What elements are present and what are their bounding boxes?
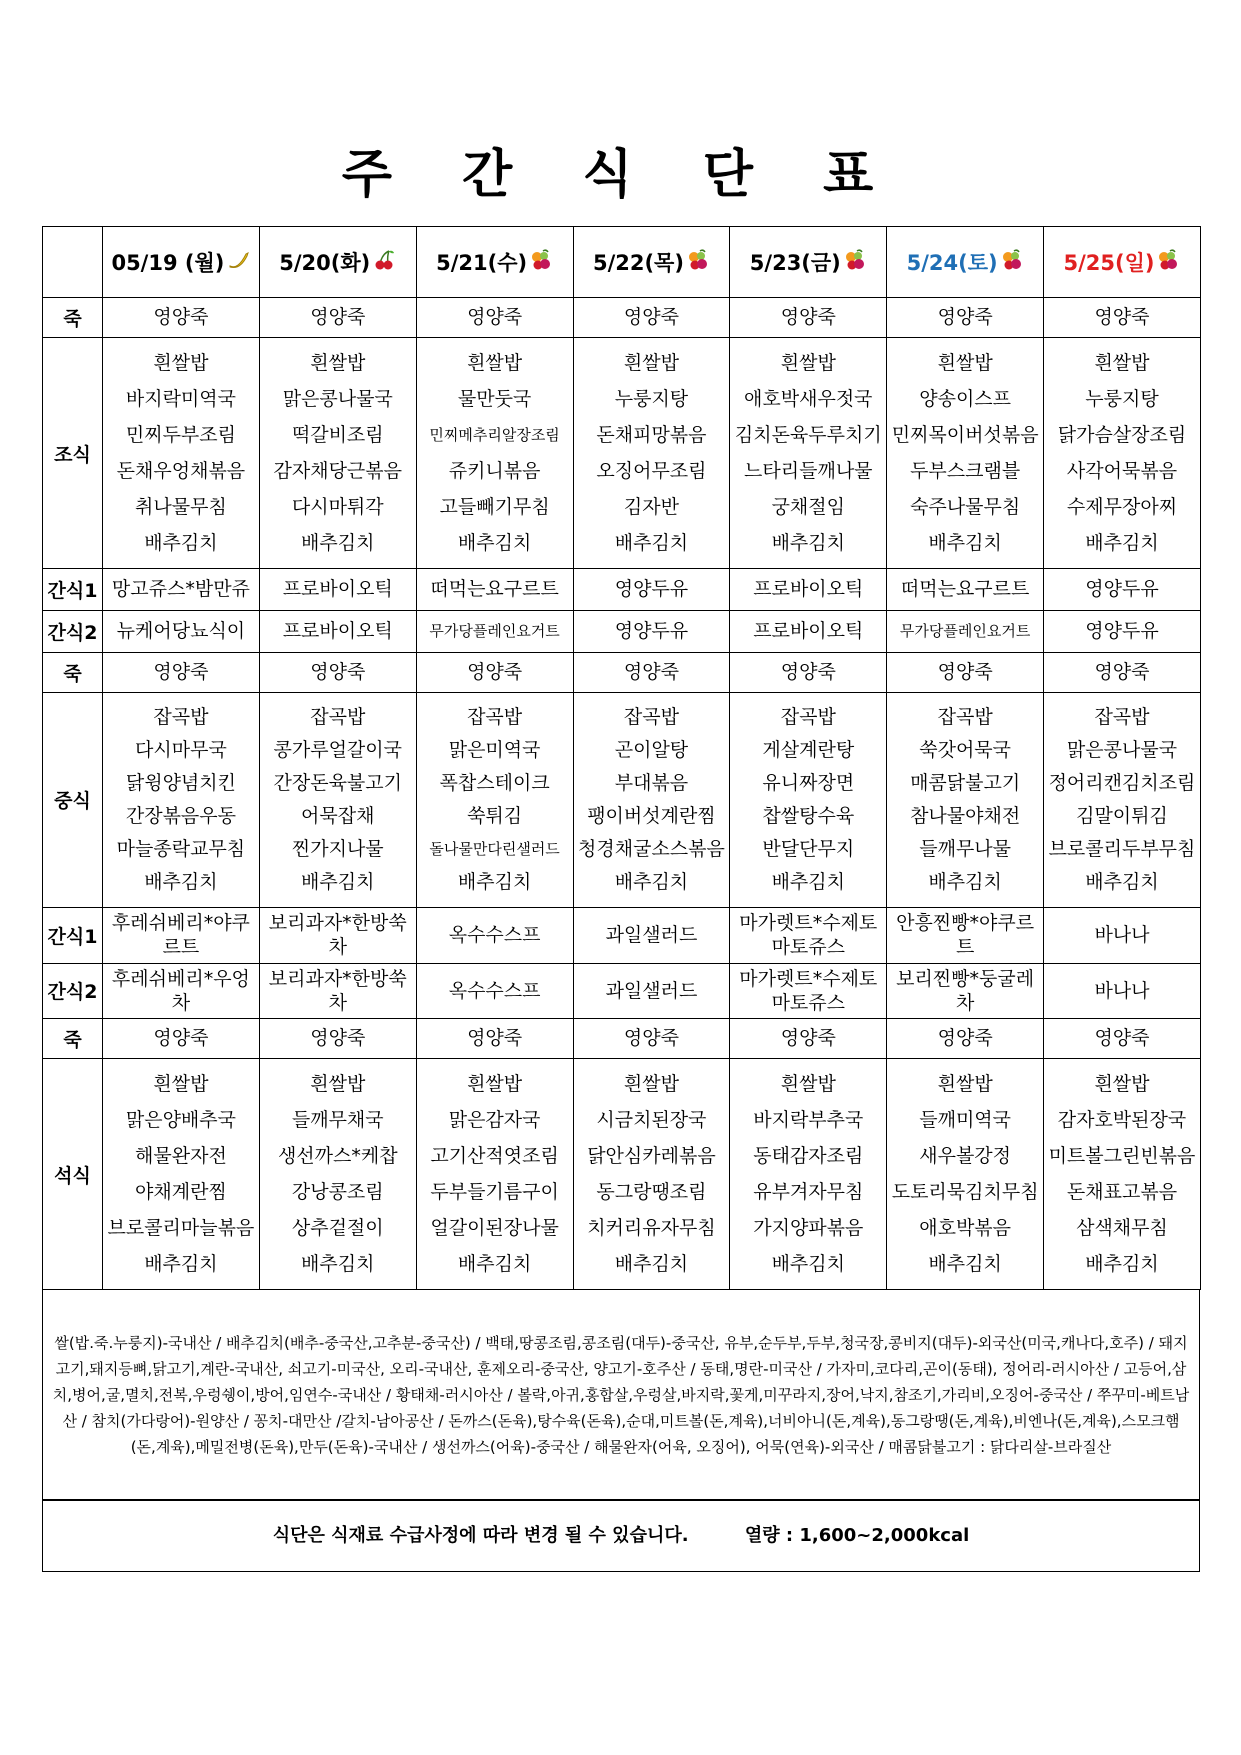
dish-item: 흰쌀밥 [310, 1073, 366, 1096]
menu-cell [887, 611, 1044, 653]
menu-cell [103, 653, 260, 693]
dish-item: 배추김치 [457, 1253, 532, 1276]
menu-cell [103, 692, 260, 907]
dish-item: 영양죽 [1094, 1027, 1150, 1050]
dish-item: 흰쌀밥 [153, 352, 209, 375]
dish-item: 영양죽 [937, 1027, 993, 1050]
weekly-menu-table [42, 226, 1201, 1290]
dish-item: 느타리들깨나물 [744, 460, 873, 483]
dish-item: 바지락미역국 [125, 388, 236, 411]
dish-item: 유니짜장면 [762, 771, 855, 794]
day-header [103, 227, 260, 298]
dish-item: 잡곡밥 [153, 705, 209, 728]
dish-item: 프로바이오틱 [753, 578, 864, 601]
dish-item: 감자채당근볶음 [273, 460, 402, 483]
dish-item: 마늘종락교무침 [116, 837, 246, 860]
dish-item: 프로바이오틱 [282, 578, 393, 601]
dish-item: 곤이알탕 [614, 738, 689, 761]
dish-item: 들깨무채국 [291, 1109, 384, 1132]
dish-item: 망고쥬스*밤만쥬 [111, 578, 250, 601]
dish-item: 맑은콩나물국 [282, 388, 393, 411]
fruit-basket-icon [686, 248, 710, 272]
dish-item: 돈채표고볶음 [1066, 1181, 1178, 1204]
menu-cell [887, 692, 1044, 907]
dish-item: 맑은양배추국 [125, 1109, 236, 1132]
dish-item: 배추김치 [771, 870, 845, 893]
dish-item: 흰쌀밥 [780, 1073, 836, 1096]
menu-cell [416, 907, 573, 963]
dish-item: 삼색채무침 [1076, 1217, 1168, 1240]
dish-item: 영양죽 [467, 1027, 523, 1050]
menu-cell [730, 963, 887, 1019]
row-lunch [43, 692, 1201, 907]
dish-item: 흰쌀밥 [780, 352, 836, 375]
dish-item: 닭윙양념치킨 [125, 771, 236, 794]
dish-item: 보리과자*한방쑥차 [268, 912, 407, 959]
dish-item: 애호박새우젓국 [744, 388, 873, 411]
menu-cell [573, 963, 730, 1019]
calorie-info: 열량 : 1,600~2,000kcal [744, 1525, 970, 1546]
dish-item: 영양죽 [467, 660, 523, 683]
row-dinner [43, 1059, 1201, 1290]
dish-item: 영양죽 [310, 660, 366, 683]
menu-cell [1044, 298, 1201, 338]
dish-item: 야채계란찜 [135, 1181, 227, 1204]
dish-item: 영양죽 [153, 1027, 209, 1050]
dish-item: 맑은콩나물국 [1066, 738, 1178, 761]
dish-item: 강낭콩조림 [291, 1181, 384, 1204]
row-snack2-pm [43, 963, 1201, 1019]
menu-cell [259, 1059, 416, 1290]
row-label: 조식 [43, 338, 103, 569]
dish-item: 영양죽 [153, 306, 209, 329]
dish-item: 배추김치 [1085, 870, 1159, 893]
dish-item: 동그랑땡조림 [596, 1181, 707, 1204]
dish-item: 해물완자전 [135, 1145, 227, 1168]
dish-item: 들깨미역국 [919, 1109, 1012, 1132]
dish-item: 찹쌀탕수육 [762, 804, 855, 827]
dish-item: 궁채절임 [771, 496, 845, 519]
dish-item: 고들빼기무침 [439, 496, 550, 519]
menu-cell [259, 338, 416, 569]
menu-cell [259, 907, 416, 963]
dish-item: 옥수수스프 [448, 924, 541, 947]
dish-item: 흰쌀밥 [467, 1073, 523, 1096]
dish-item: 영양두유 [614, 578, 689, 601]
day-label: 5/22(목) [592, 251, 684, 276]
dish-item: 영양죽 [780, 1027, 836, 1050]
dish-item: 미트볼그린빈볶음 [1048, 1145, 1196, 1168]
dish-item: 시금치된장국 [596, 1109, 707, 1132]
menu-cell [259, 653, 416, 693]
fruit-basket-icon [1000, 248, 1024, 272]
dish-item: 치커리유자무침 [587, 1217, 716, 1240]
dish-item: 유부겨자무침 [753, 1181, 864, 1204]
menu-cell [103, 963, 260, 1019]
menu-cell [259, 963, 416, 1019]
dish-item: 매콤닭불고기 [910, 771, 1021, 794]
dish-item: 폭찹스테이크 [439, 771, 550, 794]
day-header [416, 227, 573, 298]
menu-cell [573, 298, 730, 338]
row-snack2-am [43, 611, 1201, 653]
banana-icon [226, 248, 250, 272]
menu-cell [573, 692, 730, 907]
menu-cell [1044, 1019, 1201, 1059]
dish-item: 배추김치 [1085, 532, 1159, 555]
dish-item: 도토리묵김치무침 [891, 1181, 1039, 1204]
menu-cell [1044, 907, 1201, 963]
dish-item: 들깨무나물 [919, 837, 1012, 860]
row-label: 간식2 [43, 611, 103, 653]
fruit-basket-icon [1156, 248, 1180, 272]
menu-cell [573, 338, 730, 569]
dish-item: 누룽지탕 [1085, 388, 1159, 411]
dish-item: 영양두유 [614, 620, 689, 643]
dish-item: 바나나 [1094, 979, 1150, 1002]
menu-cell [103, 298, 260, 338]
dish-item: 잡곡밥 [937, 705, 993, 728]
menu-cell [103, 1019, 260, 1059]
dish-item: 배추김치 [771, 1253, 845, 1276]
menu-cell [1044, 338, 1201, 569]
dish-item: 브로콜리두부무침 [1048, 837, 1196, 860]
day-label: 5/24(토) [906, 251, 998, 276]
dish-item: 영양두유 [1085, 578, 1159, 601]
day-label: 5/25(일) [1063, 251, 1155, 276]
row-snack1-am [43, 569, 1201, 611]
dish-item: 쑥튀김 [467, 804, 523, 827]
menu-cell [416, 338, 573, 569]
dish-item: 후레쉬베리*우엉차 [111, 967, 250, 1014]
dish-item: 배추김치 [457, 532, 532, 555]
menu-cell [573, 569, 730, 611]
dish-item: 영양죽 [310, 1027, 366, 1050]
menu-cell [259, 298, 416, 338]
dish-item: 흰쌀밥 [153, 1073, 209, 1096]
change-notice: 식단은 식재료 수급사정에 따라 변경 될 수 있습니다. [272, 1525, 689, 1546]
dish-item: 배추김치 [928, 532, 1002, 555]
menu-cell [416, 653, 573, 693]
dish-item: 과일샐러드 [605, 979, 698, 1002]
dish-item: 옥수수스프 [448, 979, 541, 1002]
day-label: 5/20(화) [279, 251, 371, 276]
cherry-icon [372, 248, 396, 272]
dish-item: 팽이버섯계란찜 [587, 804, 716, 827]
dish-item: 배추김치 [771, 532, 845, 555]
menu-cell [1044, 611, 1201, 653]
dish-item: 간장돈육불고기 [273, 771, 402, 794]
menu-cell [887, 569, 1044, 611]
day-label: 5/21(수) [436, 251, 528, 276]
dish-item: 영양죽 [153, 660, 209, 683]
dish-item: 가지양파볶음 [753, 1217, 864, 1240]
menu-cell [887, 963, 1044, 1019]
dish-item: 다시마무국 [135, 738, 227, 761]
dish-item: 배추김치 [614, 532, 689, 555]
menu-cell [573, 611, 730, 653]
dish-item: 떠먹는요구르트 [430, 578, 559, 601]
menu-cell [416, 569, 573, 611]
row-label: 간식1 [43, 907, 103, 963]
row-label: 죽 [43, 1019, 103, 1059]
dish-item: 닭안심카레볶음 [587, 1145, 716, 1168]
dish-item: 반달단무지 [762, 837, 855, 860]
dish-item: 마가렛트*수제토마토쥬스 [739, 967, 878, 1014]
dish-item: 영양죽 [780, 306, 836, 329]
dish-item: 배추김치 [614, 870, 689, 893]
dish-item: 배추김치 [301, 532, 375, 555]
menu-cell [730, 1059, 887, 1290]
dish-item: 양송이스프 [919, 388, 1012, 411]
dish-item: 흰쌀밥 [467, 352, 523, 375]
dish-item: 흰쌀밥 [623, 352, 679, 375]
page-title: 주 간 식 단 표 [341, 145, 900, 205]
dish-item: 정어리캔김치조림 [1048, 771, 1196, 794]
dish-item: 김자반 [623, 496, 679, 519]
day-header [887, 227, 1044, 298]
dish-item: 흰쌀밥 [1094, 352, 1150, 375]
menu-cell [103, 1059, 260, 1290]
menu-cell [259, 1019, 416, 1059]
dish-item: 영양죽 [937, 660, 993, 683]
dish-item: 고기산적엿조림 [430, 1145, 559, 1168]
dish-item: 배추김치 [301, 870, 375, 893]
dish-item: 잡곡밥 [467, 705, 523, 728]
row-porridge-morning [43, 298, 1201, 338]
dish-item: 두부스크램블 [910, 460, 1021, 483]
menu-cell [1044, 1059, 1201, 1290]
row-label: 죽 [43, 653, 103, 693]
dish-item: 누룽지탕 [614, 388, 689, 411]
fruit-basket-icon [529, 248, 553, 272]
dish-item: 영양죽 [467, 306, 523, 329]
menu-cell [416, 692, 573, 907]
dish-item: 수제무장아찌 [1066, 496, 1178, 519]
menu-cell [573, 1019, 730, 1059]
dish-item: 쥬키니볶음 [448, 460, 541, 483]
row-label: 석식 [43, 1059, 103, 1290]
day-header [573, 227, 730, 298]
menu-cell [730, 611, 887, 653]
day-header [1044, 227, 1201, 298]
dish-item: 오징어무조림 [596, 460, 707, 483]
dish-item: 콩가루얼갈이국 [273, 738, 402, 761]
menu-cell [259, 611, 416, 653]
menu-cell [416, 298, 573, 338]
dish-item: 김치돈육두루치기 [734, 424, 882, 447]
dish-item: 청경채굴소스볶음 [578, 837, 725, 860]
dish-item: 안흥찐빵*야쿠르트 [896, 912, 1035, 959]
menu-cell [887, 298, 1044, 338]
menu-cell [103, 611, 260, 653]
dish-item: 흰쌀밥 [937, 1073, 993, 1096]
dish-item: 동태감자조림 [753, 1145, 864, 1168]
dish-item: 민찌두부조림 [125, 424, 236, 447]
dish-item: 과일샐러드 [605, 924, 698, 947]
dish-item: 잡곡밥 [780, 705, 836, 728]
row-label: 중식 [43, 692, 103, 907]
dish-item: 닭가슴살장조림 [1057, 424, 1187, 447]
menu-cell [573, 653, 730, 693]
menu-cell [416, 611, 573, 653]
day-label: 5/23(금) [749, 251, 841, 276]
dish-item: 부대볶음 [614, 771, 689, 794]
dish-item: 떡갈비조림 [291, 424, 384, 447]
row-porridge-evening [43, 1019, 1201, 1059]
dish-item: 무가당플레인요거트 [429, 622, 560, 641]
row-porridge-noon [43, 653, 1201, 693]
dish-item: 보리과자*한방쑥차 [268, 967, 407, 1014]
dish-item: 취나물무침 [135, 496, 227, 519]
dish-item: 잡곡밥 [310, 705, 366, 728]
dish-item: 영양죽 [310, 306, 366, 329]
menu-cell [259, 569, 416, 611]
footer [42, 1500, 1200, 1572]
menu-cell [103, 338, 260, 569]
menu-cell [730, 907, 887, 963]
dish-item: 후레쉬베리*야쿠르트 [111, 912, 250, 959]
menu-cell [416, 963, 573, 1019]
menu-cell [887, 653, 1044, 693]
dish-item: 다시마튀각 [291, 496, 384, 519]
dish-item: 돌나물만다린샐러드 [429, 839, 560, 858]
dish-item: 사각어묵볶음 [1066, 460, 1178, 483]
dish-item: 무가당플레인요거트 [899, 622, 1031, 641]
dish-item: 김말이튀김 [1076, 804, 1168, 827]
menu-cell [730, 692, 887, 907]
dish-item: 민찌목이버섯볶음 [891, 424, 1039, 447]
dish-item: 바지락부추국 [753, 1109, 864, 1132]
dish-item: 바나나 [1094, 924, 1150, 947]
dish-item: 맑은미역국 [448, 738, 541, 761]
day-header [259, 227, 416, 298]
dish-item: 참나물야채전 [910, 804, 1021, 827]
row-breakfast [43, 338, 1201, 569]
menu-cell [730, 298, 887, 338]
dish-item: 찐가지나물 [291, 837, 384, 860]
dish-item: 간장볶음우동 [125, 804, 236, 827]
menu-cell [1044, 653, 1201, 693]
menu-cell [573, 907, 730, 963]
menu-cell [416, 1019, 573, 1059]
dish-item: 잡곡밥 [623, 705, 679, 728]
dish-item: 프로바이오틱 [282, 620, 393, 643]
dish-item: 상추겉절이 [291, 1217, 384, 1240]
dish-item: 새우볼강정 [919, 1145, 1012, 1168]
row-snack1-pm [43, 907, 1201, 963]
dish-item: 보리찐빵*둥굴레차 [896, 967, 1035, 1014]
menu-cell [730, 653, 887, 693]
menu-cell [1044, 569, 1201, 611]
dish-item: 흰쌀밥 [1094, 1073, 1150, 1096]
dish-item: 배추김치 [928, 1253, 1002, 1276]
dish-item: 민찌메추리알장조림 [429, 426, 560, 445]
dish-item: 흰쌀밥 [310, 352, 366, 375]
dish-item: 영양죽 [623, 660, 679, 683]
row-label: 간식1 [43, 569, 103, 611]
dish-item: 영양두유 [1085, 620, 1159, 643]
dish-item: 떠먹는요구르트 [900, 578, 1030, 601]
menu-cell [1044, 963, 1201, 1019]
row-label: 죽 [43, 298, 103, 338]
menu-cell [103, 569, 260, 611]
header-row [43, 227, 1201, 298]
menu-cell [887, 907, 1044, 963]
dish-item: 뉴케어당뇨식이 [116, 620, 246, 643]
dish-item: 배추김치 [144, 870, 218, 893]
dish-item: 흰쌀밥 [937, 352, 993, 375]
dish-item: 프로바이오틱 [753, 620, 864, 643]
dish-item: 영양죽 [937, 306, 993, 329]
menu-cell [887, 1019, 1044, 1059]
dish-item: 배추김치 [457, 870, 532, 893]
dish-item: 배추김치 [144, 1253, 218, 1276]
dish-item: 영양죽 [780, 660, 836, 683]
dish-item: 배추김치 [301, 1253, 375, 1276]
dish-item: 애호박볶음 [919, 1217, 1012, 1240]
dish-item: 브로콜리마늘볶음 [107, 1217, 255, 1240]
menu-cell [887, 338, 1044, 569]
dish-item: 돈채피망볶음 [596, 424, 707, 447]
menu-cell [730, 338, 887, 569]
dish-item: 두부들기름구이 [430, 1181, 559, 1204]
dish-item: 돈채우엉채볶음 [116, 460, 246, 483]
menu-cell [1044, 692, 1201, 907]
menu-cell [573, 1059, 730, 1290]
menu-cell [730, 1019, 887, 1059]
dish-item: 생선까스*케찹 [277, 1145, 398, 1168]
corner-cell [43, 227, 103, 298]
dish-item: 게살계란탕 [762, 738, 855, 761]
origin-note: 쌀(밥.죽.누룽지)-국내산 / 배추김치(배추-중국산,고추분-중국산) / 백태,땅콩조림,콩조림(대두)-중국산, 유부,순두부,두부,청국장,콩비지(대두)-외국산(미국,캐나다,호주) / 돼지고기,돼지등뼈,닭고기,계란-국내산, 쇠고기-미국산, 오리-국내산, 훈제오리-중국산, 양고기-호주산 / 동태,명란-미국산 / 가자미,코다리,곤이(동태), 정어리-러시아산 / 고등어,삼치,병어,굴,멸치,전복,우렁쉥이,방어,임연수-국내산 / 황태채-러시아산 / 볼락,아귀,홍합살,우렁살,바지락,꽃게,미꾸라지,장어,낙지,참조기,가리비,오징어-중국산 / 쭈꾸미-베트남산 / 참치(가다랑어)-원양산 / 꽁치-대만산 /갈치-남아공산 / 돈까스(돈육),탕수육(돈육),순대,미트볼(돈,계육),너비아니(돈,계육),동그랑땡(돈,계육),비엔나(돈,계육),스모크햄(돈,계육),메밀전병(돈육),만두(돈육)-국내산 / 생선까스(어육)-중국산 / 해물완자(어육, 오징어), 어묵(연육)-외국산 / 매콤닭불고기 : 닭다리살-브라질산 [52, 1334, 1190, 1456]
dish-item: 얼갈이된장나물 [430, 1217, 559, 1240]
fruit-basket-icon [843, 248, 867, 272]
menu-cell [259, 692, 416, 907]
menu-cell [730, 569, 887, 611]
dish-item: 영양죽 [623, 1027, 679, 1050]
origin-note-box [42, 1290, 1200, 1500]
dish-item: 영양죽 [1094, 306, 1150, 329]
menu-cell [887, 1059, 1044, 1290]
row-label: 간식2 [43, 963, 103, 1019]
menu-cell [103, 907, 260, 963]
dish-item: 맑은감자국 [448, 1109, 541, 1132]
dish-item: 배추김치 [614, 1253, 689, 1276]
dish-item: 어묵잡채 [301, 804, 375, 827]
day-label: 05/19 (월) [111, 251, 225, 276]
dish-item: 배추김치 [928, 870, 1002, 893]
day-header [730, 227, 887, 298]
dish-item: 마가렛트*수제토마토쥬스 [739, 912, 878, 959]
dish-item: 흰쌀밥 [623, 1073, 679, 1096]
dish-item: 쑥갓어묵국 [919, 738, 1012, 761]
menu-cell [416, 1059, 573, 1290]
dish-item: 물만둣국 [457, 388, 532, 411]
dish-item: 잡곡밥 [1094, 705, 1150, 728]
dish-item: 영양죽 [623, 306, 679, 329]
dish-item: 배추김치 [144, 532, 218, 555]
dish-item: 배추김치 [1085, 1253, 1159, 1276]
dish-item: 영양죽 [1094, 660, 1150, 683]
dish-item: 감자호박된장국 [1057, 1109, 1187, 1132]
dish-item: 숙주나물무침 [910, 496, 1021, 519]
